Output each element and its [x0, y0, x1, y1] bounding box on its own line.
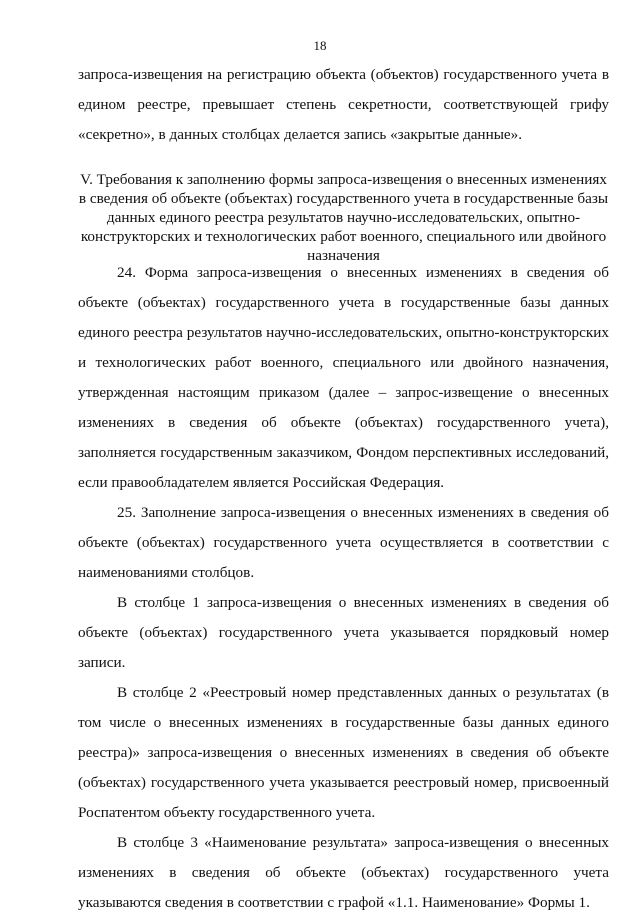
intro-block — [78, 60, 609, 150]
page-number: 18 — [313, 38, 327, 53]
paragraph-column-1: В столбце 1 запроса-извещения о внесенных изменениях в сведения об объекте (объектах) государственного учета указывается порядковый номер записи. — [78, 594, 609, 671]
paragraph-column-2: В столбце 2 «Реестровый номер представленных данных о результатах (в том числе о внесенных изменениях в государственные базы данных единого реестра)» запроса-извещения о внесенных изменениях в сведения об объекте (объектах) государственного учета указывается реестровый номер, присвоенный Роспатентом объекту государственного учета. — [78, 684, 609, 821]
paragraph-24: 24. Форма запроса-извещения о внесенных изменениях в сведения об объекте (объектах) государственного учета в государственные базы данных единого реестра результатов научно-исследовательских, опытно-конструкторских и технологических работ военного, специального или двойного назначения, утвержденная настоящим приказом (далее – запрос-извещение о внесенных изменениях в сведения об объекте (объектах) государственного учета), заполняется государственным заказчиком, Фондом перспективных исследований, если правообладателем является Российская Федерация. — [78, 264, 609, 491]
paragraph-25: 25. Заполнение запроса-извещения о внесенных изменениях в сведения об объекте (объектах) государственного учета осуществляется в соответствии с наименованиями столбцов. — [78, 504, 609, 581]
intro-paragraph: запроса-извещения на регистрацию объекта (объектов) государственного учета в едином реестре, превышает степень секретности, соответствующей грифу «секретно», в данных столбцах делается запись «закрытые данные». — [78, 66, 609, 143]
section-heading: V. Требования к заполнению формы запроса-извещения о внесенных изменениях в сведения об объекте (объектах) государственного учета в государственные базы данных единого реестра результатов научно-исследовательских, опытно-конструкторских и технологических работ военного, специального или двойного назначения — [78, 171, 609, 264]
paragraph-column-3: В столбце 3 «Наименование результата» запроса-извещения о внесенных изменениях в сведения об объекте (объектах) государственного учета указываются сведения в соответствии с графой «1.1. Наименование» Формы 1. — [78, 834, 609, 911]
section-body — [78, 258, 609, 918]
